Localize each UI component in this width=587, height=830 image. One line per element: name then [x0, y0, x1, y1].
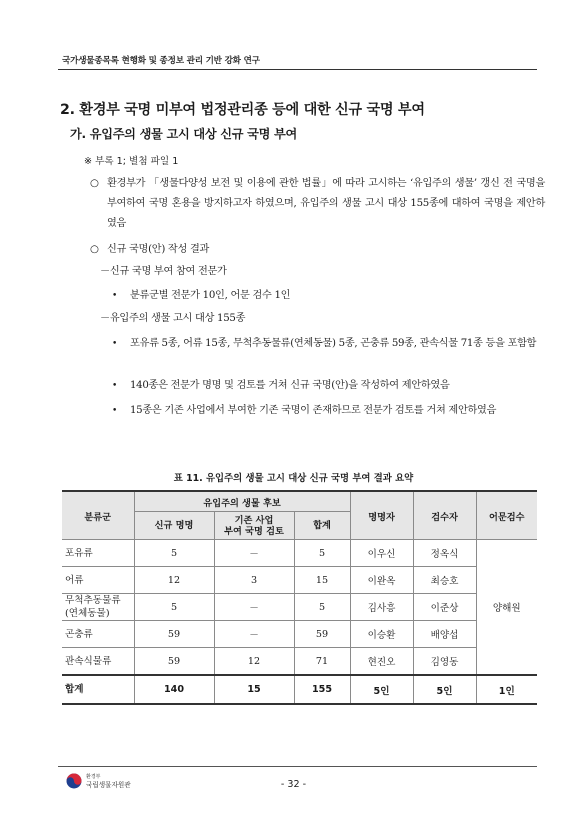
appendix-note: ※ 부록 1; 별첨 파일 1: [84, 156, 179, 167]
header-reviewer: 검수자: [413, 491, 476, 540]
cell-new-name: 59: [134, 621, 214, 648]
cell-total-existing: 15: [214, 675, 294, 704]
bullet-item-3: [112, 376, 542, 396]
table-total-row: [62, 675, 537, 704]
page-number: - 32 -: [280, 779, 307, 790]
header-new-name: 신규 명명: [134, 512, 214, 540]
paragraph-1: [90, 174, 545, 234]
cell-new-name: 59: [134, 648, 214, 676]
cell-namer: 김사흥: [350, 594, 413, 621]
cell-total-reviewer: 5인: [413, 675, 476, 704]
cell-total-label: 합계: [62, 675, 134, 704]
bullet-marker: •: [112, 381, 118, 391]
cell-namer: 이우신: [350, 540, 413, 567]
cell-namer: 이완옥: [350, 567, 413, 594]
cell-existing: －: [214, 621, 294, 648]
bullet-item-4: [112, 401, 542, 421]
cell-reviewer: 김영동: [413, 648, 476, 676]
bullet-marker: •: [112, 339, 118, 349]
cell-sum: 15: [294, 567, 350, 594]
cell-total-new-name: 140: [134, 675, 214, 704]
subsection-heading: 가. 유입주의 생물 고시 대상 신규 국명 부여: [70, 127, 297, 141]
header-lang-review: 어문검수: [476, 491, 537, 540]
section-heading: 2. 환경부 국명 미부여 법정관리종 등에 대한 신규 국명 부여: [60, 102, 425, 118]
cell-existing: －: [214, 540, 294, 567]
cell-sum: 71: [294, 648, 350, 676]
cell-group: 곤충류: [62, 621, 134, 648]
header-namer: 명명자: [350, 491, 413, 540]
table-caption: 표 11. 유입주의 생물 고시 대상 신규 국명 부여 결과 요약: [173, 473, 414, 484]
cell-new-name: 5: [134, 594, 214, 621]
table-row: [62, 540, 537, 567]
cell-sum: 5: [294, 594, 350, 621]
table-row: [62, 621, 537, 648]
cell-new-name: 5: [134, 540, 214, 567]
table-row: [62, 594, 537, 621]
cell-reviewer: 이준상: [413, 594, 476, 621]
header-candidates: 유입주의 생물 후보: [134, 491, 350, 512]
cell-group: 어류: [62, 567, 134, 594]
footer-rule: [58, 766, 537, 767]
table-row: [62, 567, 537, 594]
cell-existing: 3: [214, 567, 294, 594]
bullet-item-4-text: 15종은 기존 사업에서 부여한 기존 국명이 존재하므로 전문가 검토를 거쳐 제안하였음: [130, 405, 497, 416]
header-sum: 합계: [294, 512, 350, 540]
table-row: [62, 648, 537, 676]
cell-total-namer: 5인: [350, 675, 413, 704]
bullet-item-1: [112, 286, 542, 306]
dash-item-targets: －유입주의 생물 고시 대상 155종: [100, 313, 246, 324]
paragraph-1-text: 환경부가 「생물다양성 보전 및 이용에 관한 법률」에 따라 고시하는 ‘유입주의 생물’ 갱신 전 국명을 부여하여 국명 혼용을 방지하고자 하였으며, 유입주의 생물 고시 대상 155종에 대하여 국명을 제안하였음: [107, 178, 545, 229]
cell-total-sum: 155: [294, 675, 350, 704]
cell-reviewer: 정옥식: [413, 540, 476, 567]
cell-existing: 12: [214, 648, 294, 676]
cell-group: 관속식물류: [62, 648, 134, 676]
bullet-marker: •: [112, 406, 118, 416]
cell-existing: －: [214, 594, 294, 621]
logo-institute-name: 국립생물자원관: [86, 781, 131, 789]
cell-sum: 59: [294, 621, 350, 648]
header-group: 분류군: [62, 491, 134, 540]
cell-total-lang-review: 1인: [476, 675, 537, 704]
circle-marker: ○: [90, 178, 99, 189]
cell-namer: 현진오: [350, 648, 413, 676]
bullet-item-1-text: 분류군별 전문가 10인, 어문 검수 1인: [130, 290, 291, 301]
cell-sum: 5: [294, 540, 350, 567]
paragraph-2: [90, 240, 545, 260]
bullet-item-2: [112, 334, 542, 354]
cell-lang-reviewer: 양해원: [476, 540, 537, 676]
cell-group: 포유류: [62, 540, 134, 567]
header-rule: [58, 69, 537, 70]
cell-new-name: 12: [134, 567, 214, 594]
circle-marker: ○: [90, 244, 99, 255]
running-header: 국가생물종목록 현행화 및 종정보 관리 기반 강화 연구: [62, 56, 260, 66]
bullet-item-3-text: 140종은 전문가 명명 및 검토를 거쳐 신규 국명(안)을 작성하여 제안하였음: [130, 380, 450, 391]
bullet-item-2-text: 포유류 5종, 어류 15종, 무척추동물류(연체동물) 5종, 곤충류 59종, 관속식물 71종 등을 포함함: [130, 338, 537, 349]
paragraph-2-text: 신규 국명(안) 작성 결과: [107, 244, 210, 255]
cell-reviewer: 최승호: [413, 567, 476, 594]
summary-table: [62, 490, 537, 705]
cell-namer: 이승환: [350, 621, 413, 648]
cell-reviewer: 배양섭: [413, 621, 476, 648]
bullet-marker: •: [112, 291, 118, 301]
header-existing: 기존 사업 부여 국명 검토: [214, 512, 294, 540]
cell-group: 무척추동물류 (연체동물): [62, 594, 134, 621]
dash-item-experts: －신규 국명 부여 참여 전문가: [100, 266, 227, 277]
logo-ministry: 환경부: [86, 774, 101, 780]
